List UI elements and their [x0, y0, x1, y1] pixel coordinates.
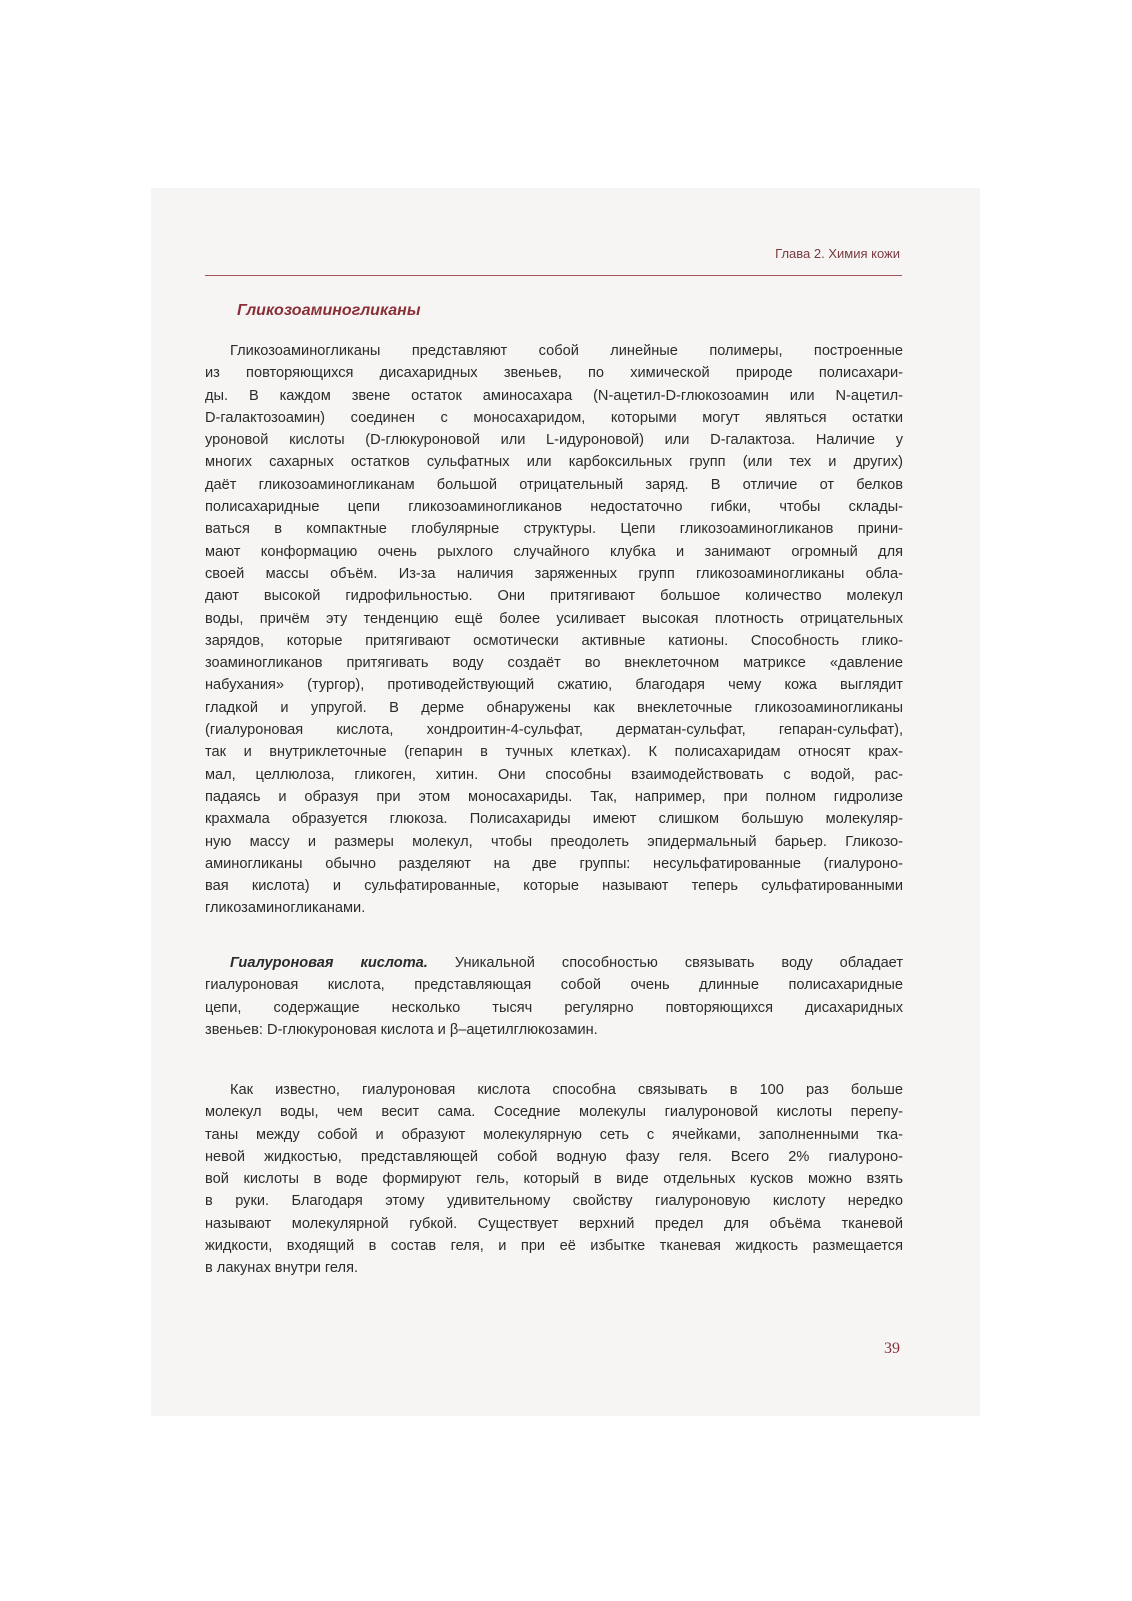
text-line: мал, целлюлоза, гликоген, хитин. Они способны взаимодействовать с водой, рас-	[205, 766, 903, 783]
text-line: зарядов, которые притягивают осмотически активные катионы. Способность глико-	[205, 632, 903, 649]
text-line: таны между собой и образуют молекулярную сеть с ячейками, заполненными тка-	[205, 1126, 903, 1143]
text-line: в руки. Благодаря этому удивительному свойству гиалуроновую кислоту нередко	[205, 1193, 903, 1210]
text-line: дают высокой гидрофильностью. Они притягивают большое количество молекул	[205, 588, 903, 605]
text-line: вой кислоты в воде формируют гель, который в виде отдельных кусков можно взять	[205, 1171, 903, 1188]
header-rule	[205, 275, 902, 276]
paragraph-lead: Гиалуроновая кислота.	[230, 955, 428, 971]
text-line: падаясь и образуя при этом моносахариды. Так, например, при полном гидролизе	[205, 788, 903, 805]
text-line: мают конформацию очень рыхлого случайного клубка и занимают огромный для	[205, 543, 903, 560]
text-line: многих сахарных остатков сульфатных или карбоксильных групп (или тех и других)	[205, 454, 903, 471]
text-line: даёт гликозоаминогликанам большой отрицательный заряд. В отличие от белков	[205, 476, 903, 493]
text-line: (гиалуроновая кислота, хондроитин-4-сульфат, дерматан-сульфат, гепаран-сульфат),	[205, 722, 903, 739]
paragraph-hyaluronic-acid	[205, 952, 903, 1041]
paragraph-glycosaminoglycans	[205, 340, 903, 920]
text-line: ваться в компактные глобулярные структуры. Цепи гликозоаминогликанов прини-	[205, 521, 903, 538]
text-line: жидкости, входящий в состав геля, и при её избытке тканевая жидкость размещается	[205, 1238, 903, 1255]
text-line: гиалуроновая кислота, представляющая собой очень длинные полисахаридные	[205, 977, 903, 994]
text-line: аминогликаны обычно разделяют на две группы: несульфатированные (гиалуроно-	[205, 855, 903, 872]
text-line: в лакунах внутри геля.	[205, 1260, 359, 1277]
text-line: уроновой кислоты (D-глюкуроновой или L-идуроновой) или D-галактоза. Наличие у	[205, 432, 903, 449]
text-line: зоаминогликанов притягивать воду создаёт во внеклеточном матриксе «давление	[205, 655, 903, 672]
text-line: гладкой и упругой. В дерме обнаружены как внеклеточные гликозоаминогликаны	[205, 699, 903, 716]
text-line: называют молекулярной губкой. Существует верхний предел для объёма тканевой	[205, 1215, 903, 1232]
text-line: полисахаридные цепи гликозоаминогликанов недостаточно гибки, чтобы склады-	[205, 499, 903, 516]
text-line: воды, причём эту тенденцию ещё более усиливает высокая плотность отрицательных	[205, 610, 903, 627]
text-line: звеньев: D-глюкуроновая кислота и β–ацетилглюкозамин.	[205, 1021, 598, 1038]
text-line: из повторяющихся дисахаридных звеньев, по химической природе полисахари-	[205, 365, 903, 382]
text-line: Гликозоаминогликаны представляют собой линейные полимеры, построенные	[230, 343, 903, 359]
text-line: ды. В каждом звене остаток аминосахара (N-ацетил-D-глюкозоамин или N-ацетил-	[205, 387, 903, 404]
paragraph-water-binding	[205, 1079, 903, 1280]
text-line-body: Уникальной способностью связывать воду обладает	[427, 955, 904, 971]
text-line: гликозаминогликанами.	[205, 900, 366, 917]
section-title: Гликозоаминогликаны	[237, 302, 421, 319]
text-line: цепи, содержащие несколько тысяч регулярно повторяющихся дисахаридных	[205, 999, 903, 1016]
page-number: 39	[884, 1340, 900, 1357]
text-line: невой жидкостью, представляющей собой водную фазу геля. Всего 2% гиалуроно-	[205, 1148, 903, 1165]
text-line: D-галактозоамин) соединен с моносахаридом, которыми могут являться остатки	[205, 409, 903, 426]
text-line: так и внутриклеточные (гепарин в тучных клетках). К полисахаридам относят крах-	[205, 744, 903, 761]
book-page	[151, 188, 980, 1416]
text-line: крахмала образуется глюкоза. Полисахариды имеют слишком большую молекуляр-	[205, 811, 903, 828]
text-line: вая кислота) и сульфатированные, которые называют теперь сульфатированными	[205, 878, 903, 895]
text-line: молекул воды, чем весит сама. Соседние молекулы гиалуроновой кислоты перепу-	[205, 1104, 903, 1121]
text-line: своей массы объём. Из-за наличия заряженных групп гликозоаминогликаны обла-	[205, 565, 903, 582]
text-line: набухания» (тургор), противодействующий сжатию, благодаря чему кожа выглядит	[205, 677, 903, 694]
text-line: ную массу и размеры молекул, чтобы преодолеть эпидермальный барьер. Гликозо-	[205, 833, 903, 850]
running-header: Глава 2. Химия кожи	[775, 246, 900, 261]
text-line: Как известно, гиалуроновая кислота способна связывать в 100 раз больше	[230, 1082, 903, 1098]
text-line	[205, 952, 903, 974]
